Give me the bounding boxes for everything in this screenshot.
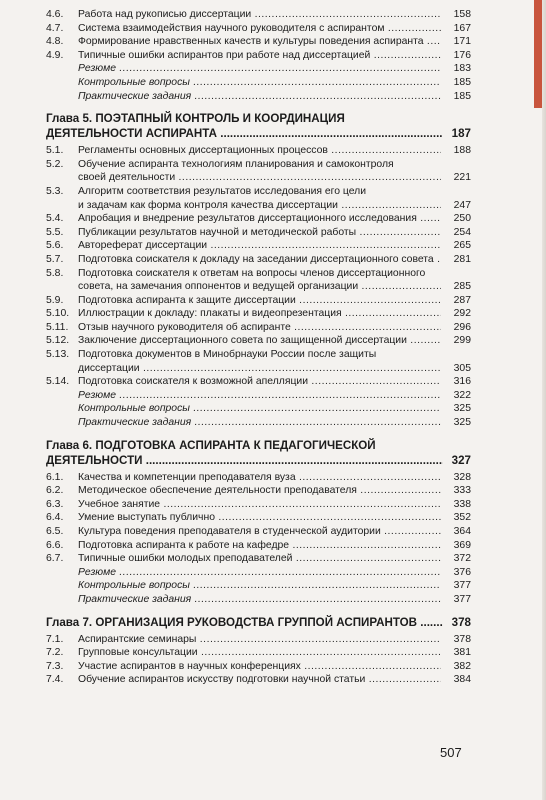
toc-entry[interactable] [46, 646, 471, 660]
entry-title: Участие аспирантов в научных конференциях ..... [78, 660, 441, 674]
entry-number: 6.2. [46, 485, 64, 497]
toc-entry[interactable] [46, 416, 471, 430]
entry-title: Резюме ..... [78, 566, 441, 580]
entry-number: 4.8. [46, 36, 64, 48]
entry-number: 5.1. [46, 145, 64, 157]
entry-number: 6.5. [46, 526, 64, 537]
entry-title-line1: Подготовка соискателя к ответам на вопросы членов диссертационного [78, 267, 426, 279]
toc-entry[interactable] [46, 566, 471, 580]
toc-entry[interactable] [46, 267, 471, 294]
entry-page: 377 [453, 593, 471, 605]
chapter-heading[interactable] [46, 111, 471, 141]
entry-title: Работа над рукописью диссертации ..... [78, 8, 441, 22]
entry-page: 382 [453, 660, 471, 672]
entry-title [78, 267, 441, 294]
entry-title: Аспирантские семинары ..... [78, 633, 441, 647]
entry-page: 333 [453, 485, 471, 497]
chapter-heading[interactable] [46, 615, 471, 630]
entry-title: Резюме ..... [78, 389, 441, 403]
entry-page: 296 [453, 321, 471, 333]
entry-page: 171 [453, 36, 471, 48]
entry-page: 381 [453, 647, 471, 659]
entry-title: Автореферат диссертации ..... [78, 239, 441, 253]
entry-page: 183 [453, 63, 471, 75]
entry-number: 5.11. [46, 321, 69, 333]
entry-title: Система взаимодействия научного руководителя с аспирантом ..... [78, 22, 441, 36]
entry-number: 5.8. [46, 267, 64, 279]
toc-entry[interactable] [46, 539, 471, 553]
entry-page: 316 [453, 376, 471, 388]
toc-entry[interactable] [46, 402, 471, 416]
toc-entry[interactable] [46, 307, 471, 321]
toc-entry[interactable] [46, 348, 471, 375]
entry-page: 185 [453, 90, 471, 102]
toc-entry[interactable] [46, 660, 471, 674]
entry-page: 292 [453, 308, 471, 320]
toc-entry[interactable] [46, 579, 471, 593]
chapter-page: 378 [451, 615, 471, 629]
entry-page: 378 [453, 633, 471, 645]
entry-title: Подготовка аспиранта к работе на кафедре ..... [78, 539, 441, 553]
entry-title: Контрольные вопросы ..... [78, 76, 441, 90]
toc-entry[interactable] [46, 471, 471, 485]
entry-title: Практические задания ..... [78, 593, 441, 607]
toc-entry[interactable] [46, 62, 471, 76]
toc-entry[interactable] [46, 226, 471, 240]
entry-title: Публикации результатов научной и методической работы ..... [78, 226, 441, 240]
chapter-page: 187 [451, 127, 471, 141]
chapter-heading[interactable] [46, 438, 471, 468]
entry-number: 5.3. [46, 185, 64, 197]
entry-title: Групповые консультации ..... [78, 646, 441, 660]
toc-entry[interactable] [46, 253, 471, 267]
toc-entry[interactable] [46, 8, 471, 22]
entry-number: 5.4. [46, 213, 64, 225]
entry-number: 5.2. [46, 158, 64, 170]
entry-page: 325 [453, 417, 471, 429]
entry-title: Подготовка соискателя к возможной апелляции ..... [78, 375, 441, 389]
entry-page: 221 [453, 172, 471, 184]
entry-title-line2: совета, на замечания оппонентов и ведущей организации ..... [78, 280, 441, 294]
toc-entry[interactable] [46, 212, 471, 226]
entry-page: 299 [453, 335, 471, 347]
page-number: 507 [440, 745, 462, 760]
entry-title: Практические задания ..... [78, 416, 441, 430]
chapter-tab-marker [534, 0, 542, 108]
entry-title-line1: Подготовка документов в Минобрнауки России после защиты [78, 349, 377, 361]
entry-number: 6.7. [46, 553, 64, 565]
entry-title: Подготовка аспиранта к защите диссертации ..... [78, 294, 441, 308]
entry-title: Методическое обеспечение деятельности преподавателя ..... [78, 484, 441, 498]
toc-entry[interactable] [46, 321, 471, 335]
entry-page: 287 [453, 294, 471, 306]
entry-number: 6.4. [46, 512, 64, 524]
entry-title: Обучение аспирантов искусству подготовки научной статьи ..... [78, 673, 441, 687]
table-of-contents [46, 8, 471, 687]
entry-title-line1: Алгоритм соответствия результатов исследования его цели [78, 185, 367, 197]
entry-page: 158 [453, 9, 471, 20]
toc-entry[interactable] [46, 76, 471, 90]
entry-page: 325 [453, 403, 471, 415]
entry-number: 5.10. [46, 308, 70, 320]
entry-title-line1: Обучение аспиранта технологиям планирования и самоконтроля [78, 158, 394, 170]
entry-number: 7.1. [46, 633, 64, 645]
entry-number: 4.7. [46, 22, 64, 34]
entry-title: Культура поведения преподавателя в студенческой аудитории ..... [78, 525, 441, 539]
toc-entry[interactable] [46, 511, 471, 525]
entry-number: 6.1. [46, 471, 64, 483]
entry-title: Умение выступать публично ..... [78, 511, 441, 525]
toc-entry[interactable] [46, 389, 471, 403]
entry-title [78, 158, 441, 185]
entry-page: 352 [453, 512, 471, 524]
entry-page: 265 [453, 240, 471, 252]
toc-entry[interactable] [46, 334, 471, 348]
entry-page: 384 [453, 674, 471, 686]
page-edge-shadow [542, 0, 546, 800]
toc-entry[interactable] [46, 22, 471, 36]
entry-title: Контрольные вопросы ..... [78, 402, 441, 416]
toc-entry[interactable] [46, 239, 471, 253]
entry-title: Апробация и внедрение результатов диссертационного исследования ..... [78, 212, 441, 226]
entry-number: 7.4. [46, 674, 64, 686]
toc-entry[interactable] [46, 525, 471, 539]
toc-entry[interactable] [46, 673, 471, 687]
chapter-title-line1: Глава 6. ПОДГОТОВКА АСПИРАНТА К ПЕДАГОГИЧЕСКОЙ [46, 438, 376, 452]
entry-page: 167 [453, 22, 471, 34]
entry-title: Резюме ..... [78, 62, 441, 76]
entry-title: Учебное занятие ..... [78, 498, 441, 512]
entry-number: 4.6. [46, 9, 64, 20]
entry-number: 7.3. [46, 660, 64, 672]
toc-entry[interactable] [46, 158, 471, 185]
entry-page: 281 [453, 253, 471, 265]
entry-number: 5.14. [46, 376, 70, 388]
entry-number: 7.2. [46, 647, 64, 659]
toc-entry[interactable] [46, 375, 471, 389]
entry-title: Практические задания ..... [78, 90, 441, 104]
toc-entry[interactable] [46, 35, 471, 49]
chapter-title-line1: Глава 5. ПОЭТАПНЫЙ КОНТРОЛЬ И КООРДИНАЦИЯ [46, 112, 345, 126]
toc-entry[interactable] [46, 593, 471, 607]
entry-title-line2: диссертации ..... [78, 362, 441, 376]
entry-number: 6.3. [46, 498, 64, 510]
entry-page: 188 [453, 145, 471, 157]
entry-title [78, 348, 441, 375]
entry-title: Заключение диссертационного совета по защищенной диссертации ..... [78, 334, 441, 348]
toc-entry[interactable] [46, 185, 471, 212]
chapter-title-line2-row [46, 453, 471, 468]
entry-page: 176 [453, 49, 471, 61]
toc-entry[interactable] [46, 49, 471, 63]
entry-number: 5.6. [46, 240, 64, 252]
entry-number: 4.9. [46, 49, 64, 61]
entry-title: Формирование нравственных качеств и культуры поведения аспиранта ..... [78, 35, 441, 49]
entry-title [78, 185, 441, 212]
entry-title: Качества и компетенции преподавателя вуза ..... [78, 471, 441, 485]
chapter-page: 327 [451, 453, 471, 467]
toc-entry[interactable] [46, 144, 471, 158]
entry-page: 185 [453, 76, 471, 88]
entry-page: 364 [453, 526, 471, 537]
entry-title: Отзыв научного руководителя об аспиранте ..... [78, 321, 441, 335]
toc-entry[interactable] [46, 484, 471, 498]
entry-page: 377 [453, 580, 471, 592]
toc-entry[interactable] [46, 90, 471, 104]
entry-page: 247 [453, 199, 471, 211]
entry-page: 305 [453, 362, 471, 374]
entry-page: 285 [453, 281, 471, 293]
entry-title: Иллюстрации к докладу: плакаты и видеопрезентация ..... [78, 307, 441, 321]
entry-number: 5.12. [46, 335, 70, 347]
toc-entry[interactable] [46, 498, 471, 512]
entry-page: 322 [453, 389, 471, 401]
entry-number: 5.7. [46, 253, 64, 265]
entry-number: 5.9. [46, 294, 64, 306]
entry-title: Типичные ошибки аспирантов при работе над диссертацией ..... [78, 49, 441, 63]
entry-page: 372 [453, 553, 471, 565]
chapter-title-line2: ДЕЯТЕЛЬНОСТИ АСПИРАНТА ..... [46, 126, 443, 141]
chapter-title: Глава 7. ОРГАНИЗАЦИЯ РУКОВОДСТВА ГРУППОЙ АСПИРАНТОВ ..... [46, 615, 443, 630]
entry-page: 250 [453, 213, 471, 225]
entry-title: Типичные ошибки молодых преподавателей ..... [78, 552, 441, 566]
entry-title: Подготовка соискателя к докладу на заседании диссертационного совета ..... [78, 253, 441, 267]
entry-title-line2: и задачам как форма контроля качества диссертации ..... [78, 199, 441, 213]
entry-page: 369 [453, 539, 471, 551]
entry-number: 6.6. [46, 539, 64, 551]
toc-entry[interactable] [46, 552, 471, 566]
chapter-title-line2-row [46, 126, 471, 141]
entry-number: 5.13. [46, 349, 70, 361]
entry-title: Контрольные вопросы ..... [78, 579, 441, 593]
entry-title: Регламенты основных диссертационных процессов ..... [78, 144, 441, 158]
chapter-title-line2: ДЕЯТЕЛЬНОСТИ ..... [46, 453, 443, 468]
entry-number: 5.5. [46, 226, 64, 238]
entry-page: 376 [453, 566, 471, 578]
entry-title-line2: своей деятельности ..... [78, 171, 441, 185]
entry-page: 254 [453, 226, 471, 238]
entry-page: 328 [453, 471, 471, 483]
toc-entry[interactable] [46, 633, 471, 647]
toc-entry[interactable] [46, 294, 471, 308]
entry-page: 338 [453, 498, 471, 510]
